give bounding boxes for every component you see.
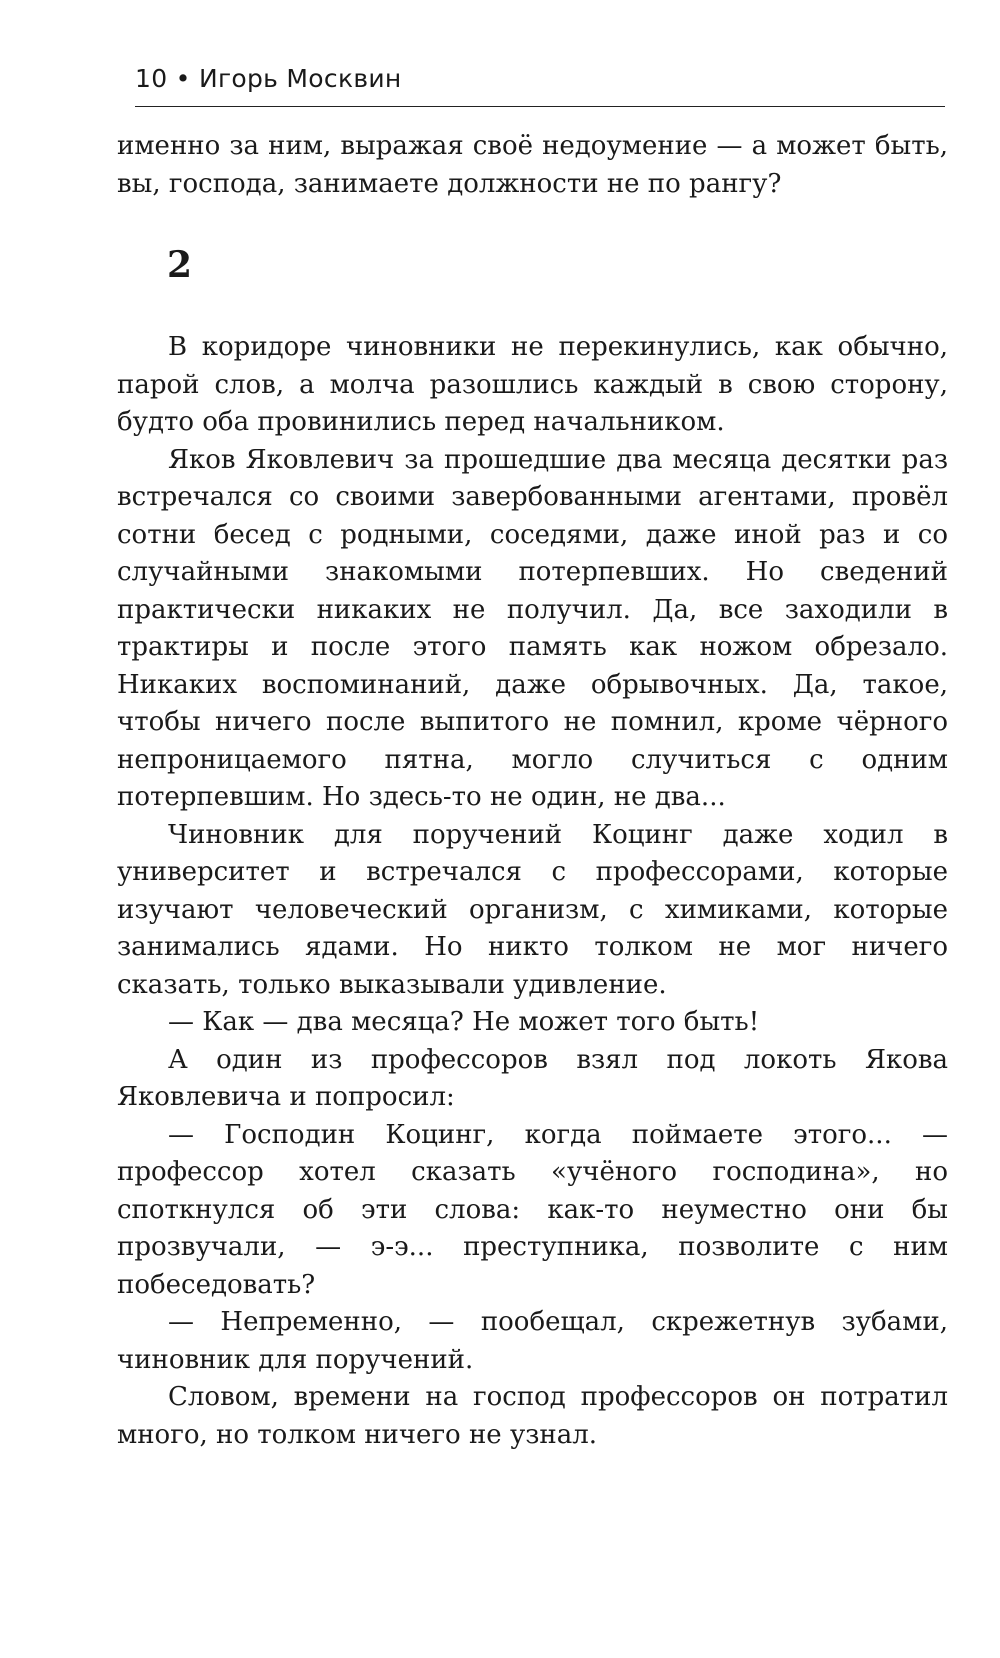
paragraph: В коридоре чиновники не перекинулись, как обычно, парой слов, а молча разошлись каждый в свою сторону, будто оба провинились перед начальником. [117,332,948,437]
paragraph: Словом, времени на господ профессоров он потратил много, но толком ничего не узнал. [117,1382,948,1450]
paragraph-continued: именно за ним, выражая своё недоумение — а может быть, вы, господа, занимаете должности не по рангу? [117,131,948,199]
body-text [117,128,948,1454]
dialogue-line: — Господин Коцинг, когда поймаете этого... — профессор хотел сказать «учёного господина», но споткнулся об эти слова: как-то неуместно они бы прозвучали, — э-э... преступника, позволите с ним побеседовать? [117,1119,948,1300]
paragraph: А один из профессоров взял под локоть Якова Яковлевича и попросил: [117,1044,948,1112]
dialogue-line: — Как — два месяца? Не может того быть! [168,1007,760,1037]
paragraph: Чиновник для поручений Коцинг даже ходил в университет и встречался с профессорами, которые изучают человеческий организм, с химиками, которые занимались ядами. Но никто толком не мог ничего сказать, только выказывали удивление. [117,819,948,1000]
paragraph: Яков Яковлевич за прошедшие два месяца десятки раз встречался со своими завербованными агентами, провёл сотни бесед с родными, соседями, даже иной раз и со случайными знакомыми потерпевших. Но сведений практически никаких не получил. Да, все заходили в трактиры и после этого память как ножом обрезало. Никаких воспоминаний, даже обрывочных. Да, такое, чтобы ничего после выпитого не помнил, кроме чёрного непроницаемого пятна, могло случиться с одним потерпевшим. Но здесь-то не один, не два... [117,444,948,812]
running-head: 10 • Игорь Москвин [135,64,402,93]
chapter-number: 2 [167,244,193,286]
dialogue-line: — Непременно, — пообещал, скрежетнув зубами, чиновник для поручений. [117,1307,948,1375]
header-rule [135,106,945,107]
